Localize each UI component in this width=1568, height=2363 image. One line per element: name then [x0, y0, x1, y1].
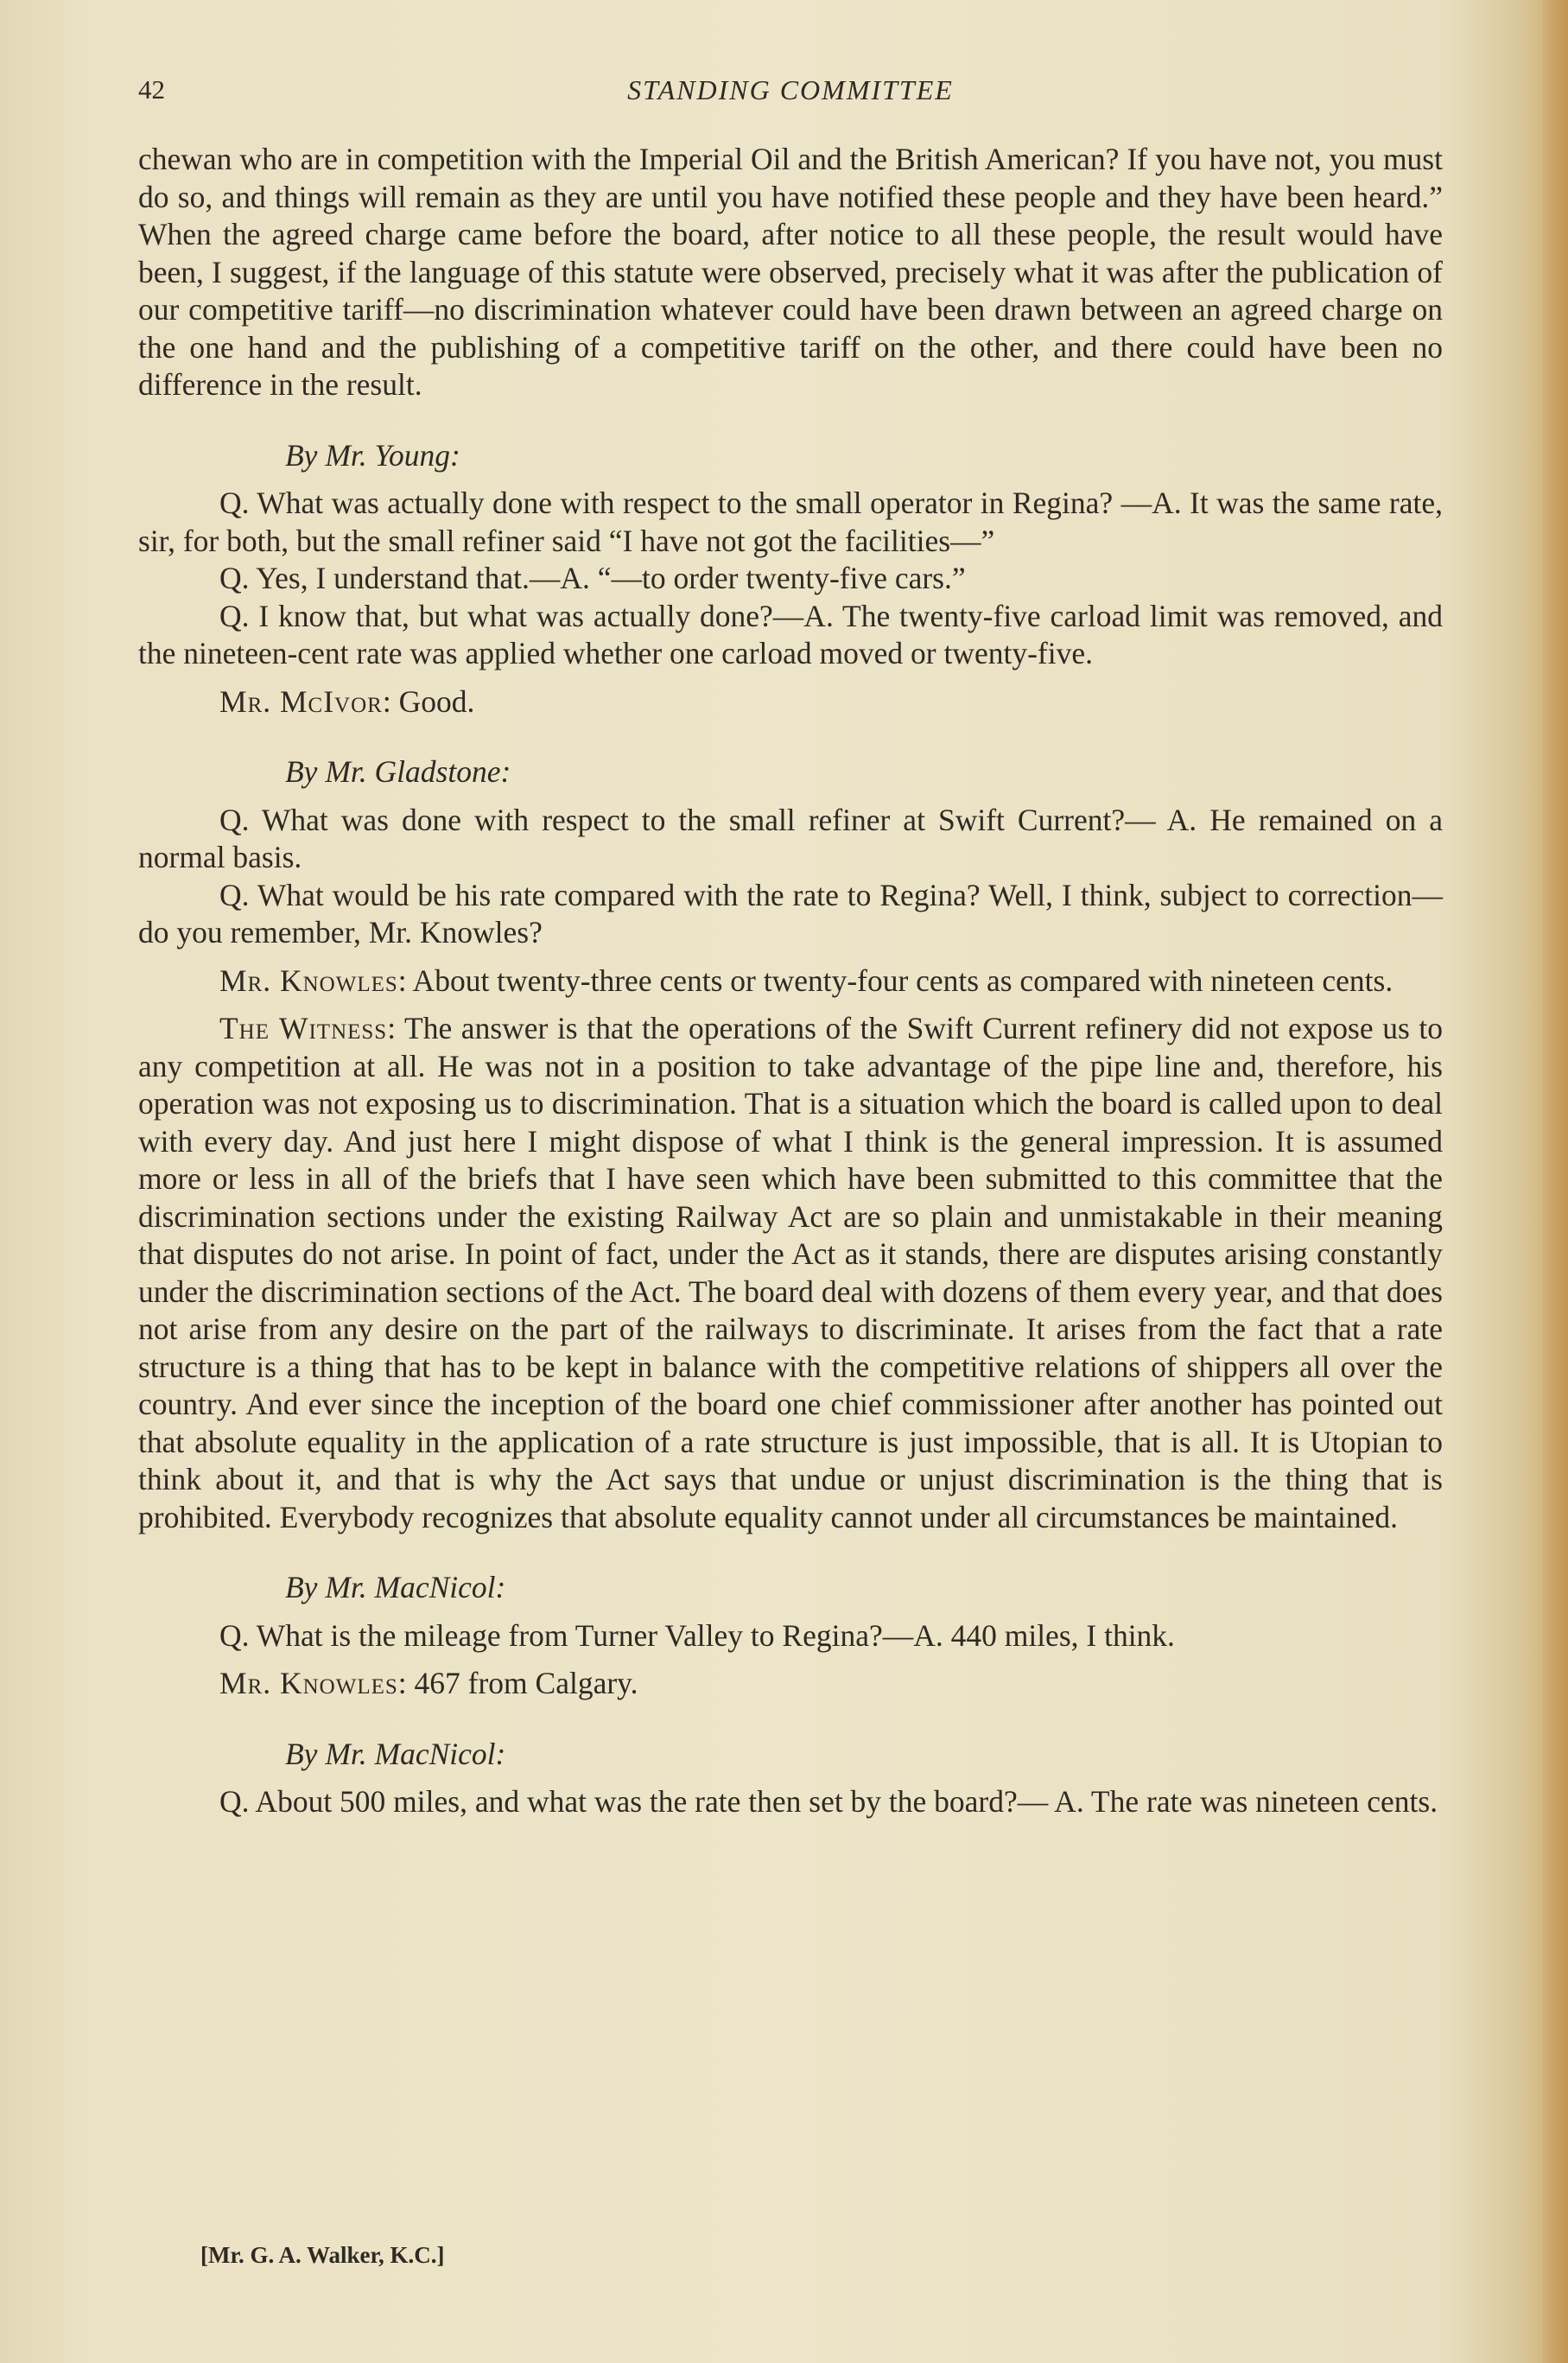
mciver-remark: [138, 683, 1443, 721]
speaker-heading-macnicol-2: By Mr. MacNicol:: [285, 1736, 506, 1771]
speaker-name-mciver: Mr. McIvor: [219, 683, 383, 719]
question-answer-2: Q. Yes, I understand that.—A. “—to order twenty-five cars.”: [219, 561, 966, 595]
question-answer-4: Q. What was done with respect to the small refiner at Swift Current?— A. He remained on a normal basis.: [138, 802, 1443, 874]
witness-statement: [138, 1010, 1443, 1536]
question-answer-5: Q. What would be his rate compared with the rate to Regina? Well, I think, subject to correction—do you remember, Mr. Knowles?: [138, 877, 1443, 950]
knowles-remark-1: [138, 962, 1443, 1000]
speaker-name-witness: The Witness: [219, 1011, 388, 1045]
speaker-attribution-footer: [Mr. G. A. Walker, K.C.]: [200, 2242, 445, 2268]
body-text: [138, 141, 1443, 1821]
question-answer-3: Q. I know that, but what was actually done?—A. The twenty-five carload limit was removed, and the nineteen-cent rate was applied whether one carload moved or twenty-five.: [138, 598, 1443, 670]
witness-statement-text: : The answer is that the operations of the Swift Current refinery did not expose us to any competition at all. He was not in a position to take advantage of the pipe line and, therefore, his operation was not exposing us to discrimination. That is a situation which the board is called upon to deal with every day. And just here I might dispose of what I think is the general impression. It is assumed more or less in all of the briefs that I have seen which have been submitted to this committee that the discrimination sections under the existing Railway Act are so plain and unmistakable in their meaning that disputes do not arise. In point of fact, under the Act as it stands, there are disputes arising constantly under the discrimination sections of the Act. The board deal with dozens of them every year, and that does not arise from any desire on the part of the railways to discriminate. It arises from the fact that a rate structure is a thing that has to be kept in balance with the competitive relations of shippers all over the country. And ever since the inception of the board one chief commissioner after another has pointed out that absolute equality in the application of a rate structure is just impossible, that is all. It is Utopian to think about it, and that is why the Act says that undue or unjust discrimination is the thing that is prohibited. Everybody recognizes that absolute equality cannot under all circumstances be maintained.: [138, 1011, 1443, 1534]
question-answer-1: Q. What was actually done with respect to the small operator in Regina? —A. It was the same rate, sir, for both, but the small refiner said “I have not got the facilities—”: [138, 486, 1443, 558]
knowles-remark-2: [138, 1665, 1443, 1703]
question-answer-6: Q. What is the mileage from Turner Valley to Regina?—A. 440 miles, I think.: [219, 1617, 1175, 1653]
speaker-heading-young: By Mr. Young:: [285, 437, 460, 473]
question-answer-7: Q. About 500 miles, and what was the rate then set by the board?— A. The rate was nineteen cents.: [219, 1784, 1438, 1819]
mciver-remark-text: : Good.: [382, 683, 475, 719]
speaker-name-knowles-2: Mr. Knowles: [219, 1666, 398, 1700]
knowles-remark-1-text: : About twenty-three cents or twenty-four cents as compared with nineteen cents.: [397, 962, 1393, 998]
speaker-name-knowles: Mr. Knowles: [219, 962, 398, 998]
speaker-heading-gladstone: By Mr. Gladstone:: [285, 754, 511, 789]
page-number: 42: [138, 74, 165, 105]
running-title: STANDING COMMITTEE: [627, 74, 954, 105]
knowles-remark-2-text: : 467 from Calgary.: [397, 1666, 638, 1700]
speaker-heading-macnicol-1: By Mr. MacNicol:: [285, 1570, 506, 1604]
paragraph-continuation: chewan who are in competition with the Imperial Oil and the British American? If you have not, you must do so, and things will remain as they are until you have notified these people and they have been heard.” When the agreed charge came before the board, after notice to all these people, the result would have been, I suggest, if the language of this statute were observed, precisely what it was after the publication of our competitive tariff—no discrimination whatever could have been drawn between an agreed charge on the one hand and the publishing of a competitive tariff on the other, and there could have been no difference in the result.: [138, 142, 1443, 402]
running-head: [138, 74, 1443, 114]
page-edge-shadow: [1542, 0, 1568, 2363]
